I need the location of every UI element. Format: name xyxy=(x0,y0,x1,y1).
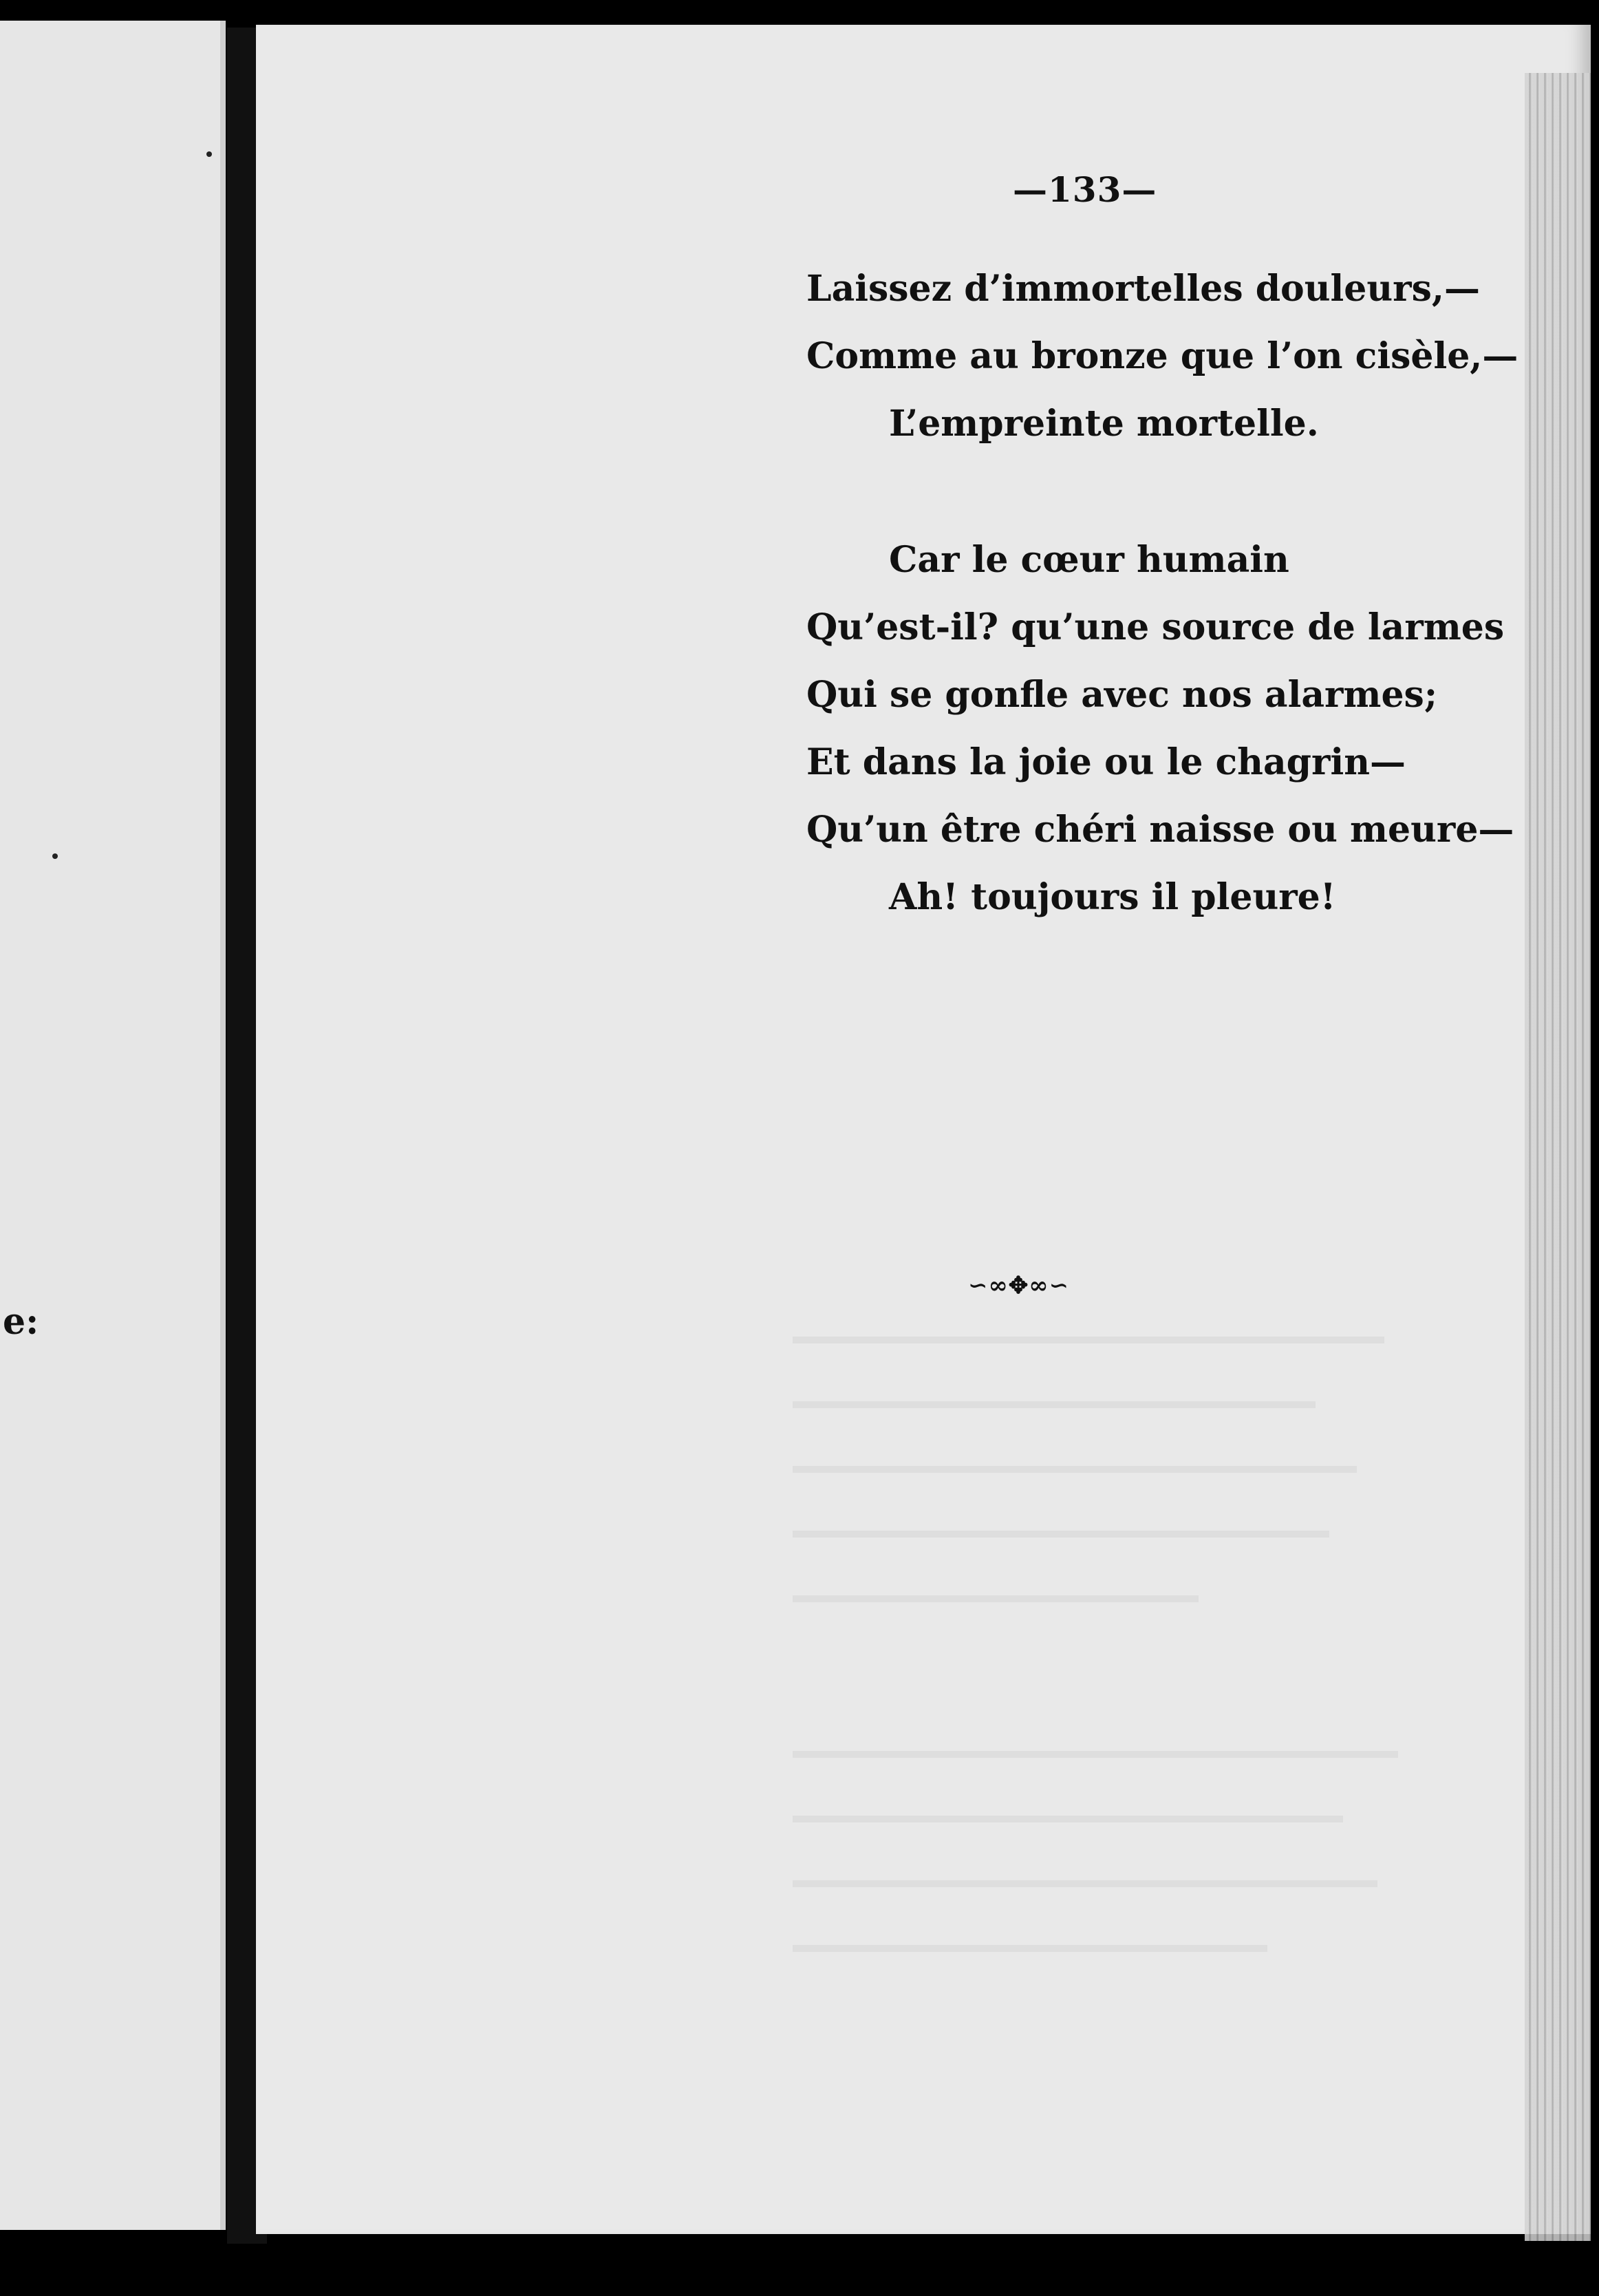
poem-line: L’empreinte mortelle. xyxy=(889,403,1319,445)
stanza-spacer xyxy=(806,458,1563,527)
bleed-through-line xyxy=(793,1401,1316,1408)
poem-line: Car le cœur humain xyxy=(889,539,1289,581)
bleed-through-line xyxy=(793,1337,1384,1343)
right-page xyxy=(256,25,1591,2234)
bleed-through-line xyxy=(793,1945,1267,1952)
stanza xyxy=(806,255,1563,458)
poem-text xyxy=(806,255,1563,931)
ink-speck xyxy=(52,853,58,859)
page-number: —133— xyxy=(1013,169,1157,210)
bleed-through-line xyxy=(793,1595,1199,1602)
left-page-margin-text: e: xyxy=(3,1301,39,1343)
bleed-through-line xyxy=(793,1466,1357,1473)
decorative-ornament: ∽∞✥∞∽ xyxy=(968,1272,1070,1299)
poem-line: Laissez d’immortelles douleurs,— xyxy=(806,268,1480,310)
poem-line: Qu’un être chéri naisse ou meure— xyxy=(806,809,1514,851)
poem-line: Comme au bronze que l’on cisèle,— xyxy=(806,335,1518,377)
poem-line: Qui se gonfle avec nos alarmes; xyxy=(806,674,1438,716)
bleed-through-line xyxy=(793,1531,1329,1538)
bleed-through-line xyxy=(793,1751,1398,1758)
poem-line: Ah! toujours il pleure! xyxy=(889,876,1336,918)
poem-line: Qu’est-il? qu’une source de larmes xyxy=(806,606,1505,648)
stanza xyxy=(806,527,1563,931)
bleed-through-line xyxy=(793,1880,1377,1887)
poem-line: Et dans la joie ou le chagrin— xyxy=(806,741,1406,783)
bleed-through-line xyxy=(793,1816,1343,1822)
ink-speck xyxy=(206,151,212,157)
left-page xyxy=(0,21,226,2230)
